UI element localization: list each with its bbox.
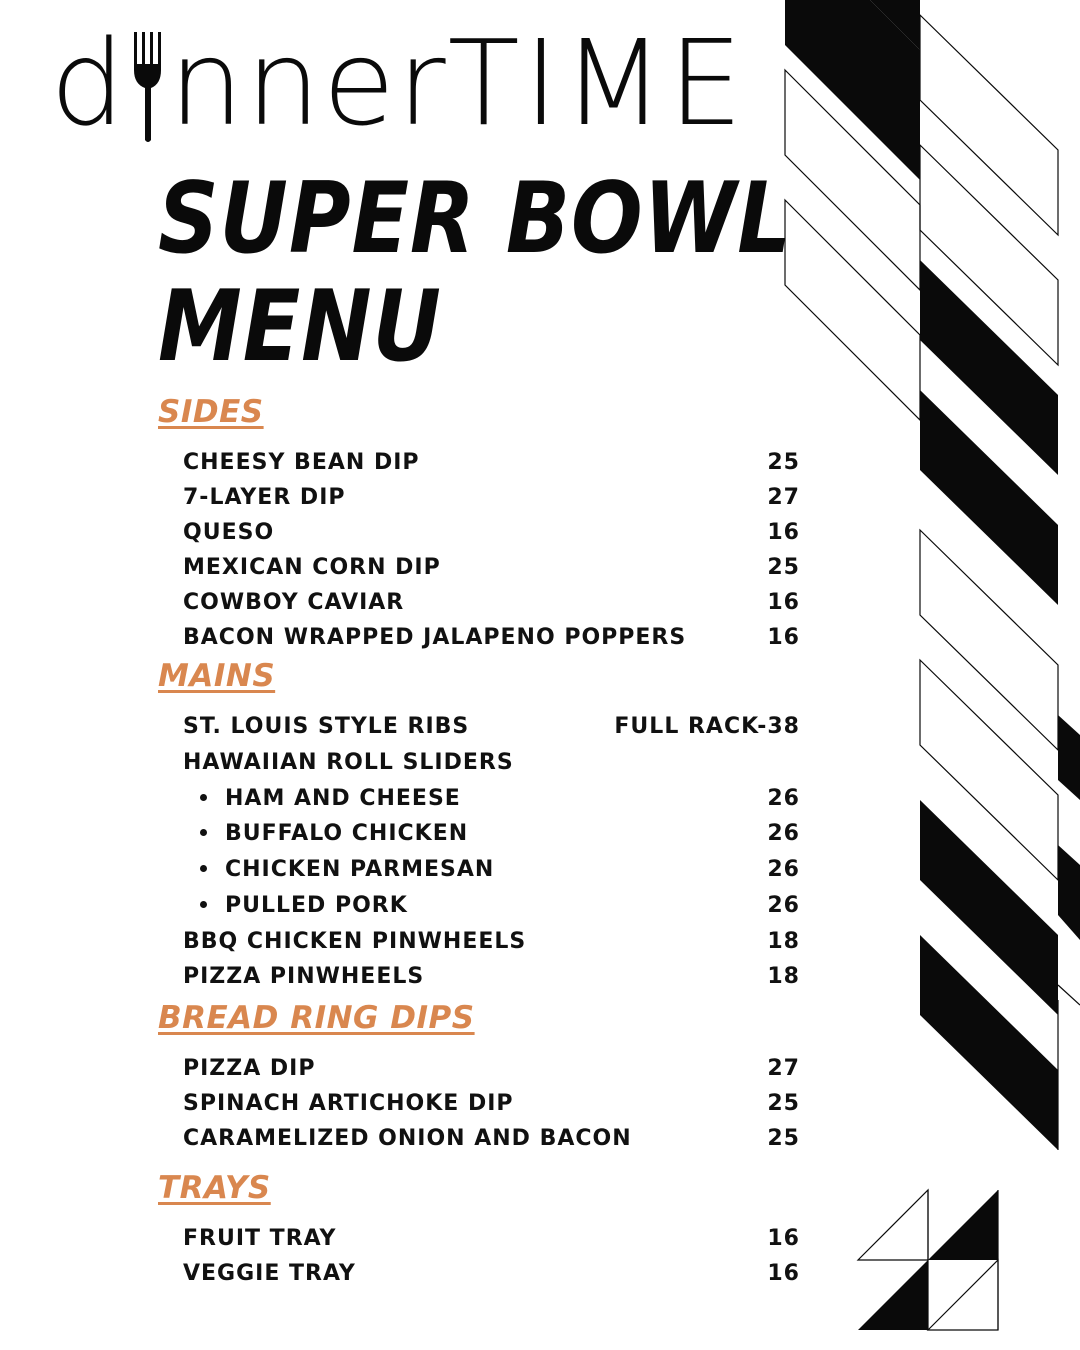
item-name: BACON WRAPPED JALAPENO POPPERS [183,625,687,650]
item-price: 25 [767,1091,800,1116]
menu-item [183,959,800,994]
logo-letter-d: d [50,14,127,152]
menu-item [183,924,800,959]
item-name: SPINACH ARTICHOKE DIP [183,1091,514,1116]
item-price: 16 [767,1226,800,1251]
item-name: BBQ CHICKEN PINWHEELS [183,929,527,954]
menu-subitem [200,816,800,851]
item-name: VEGGIE TRAY [183,1261,356,1286]
menu-item [183,1256,800,1291]
menu-item [183,1051,800,1086]
item-name: ST. LOUIS STYLE RIBS [183,714,470,739]
item-price: 25 [767,555,800,580]
menu-item [183,1121,800,1156]
item-name: QUESO [183,520,275,545]
item-name: CHICKEN PARMESAN [200,857,494,882]
menu-subitem [200,888,800,923]
menu-item [183,709,800,744]
menu-item [183,480,800,515]
item-name: COWBOY CAVIAR [183,590,405,615]
item-price: 25 [767,450,800,475]
menu-item [183,620,800,655]
item-price: 16 [767,520,800,545]
section-title-sides: SIDES [158,394,264,430]
brand-logo [50,14,747,152]
menu-item [183,515,800,550]
menu-item [183,585,800,620]
menu-item [183,445,800,480]
section-title-bread-ring-dips: BREAD RING DIPS [158,1000,475,1036]
item-name: PULLED PORK [200,893,408,918]
item-name: PIZZA PINWHEELS [183,964,425,989]
item-name: CARAMELIZED ONION AND BACON [183,1126,632,1151]
item-price: 27 [767,485,800,510]
item-price: FULL RACK-38 [614,714,800,739]
title-line-1: SUPER BOWL [158,162,792,276]
logo-word-nner: nner [168,14,448,152]
item-price: 26 [767,821,800,846]
item-price: 18 [767,964,800,989]
menu-subitem [200,781,800,816]
section-title-mains: MAINS [158,658,276,694]
menu-item [183,550,800,585]
fork-icon [131,24,165,142]
item-price: 26 [767,786,800,811]
menu-subitem [200,852,800,887]
item-name: MEXICAN CORN DIP [183,555,441,580]
item-price: 26 [767,893,800,918]
item-name: CHEESY BEAN DIP [183,450,420,475]
item-name: HAM AND CHEESE [200,786,461,811]
item-name: BUFFALO CHICKEN [200,821,468,846]
item-price: 26 [767,857,800,882]
item-name: HAWAIIAN ROLL SLIDERS [183,750,514,775]
item-price: 18 [767,929,800,954]
item-price: 16 [767,1261,800,1286]
item-name: 7-LAYER DIP [183,485,346,510]
item-name: FRUIT TRAY [183,1226,337,1251]
item-name: PIZZA DIP [183,1056,316,1081]
item-price: 25 [767,1126,800,1151]
page-title [158,162,792,384]
item-price: 16 [767,590,800,615]
menu-item [183,1086,800,1121]
menu-item [183,1221,800,1256]
section-title-trays: TRAYS [158,1170,271,1206]
item-price: 27 [767,1056,800,1081]
menu-item [183,745,800,780]
title-line-2: MENU [158,270,442,384]
logo-word-time: TIME [447,14,747,152]
item-price: 16 [767,625,800,650]
